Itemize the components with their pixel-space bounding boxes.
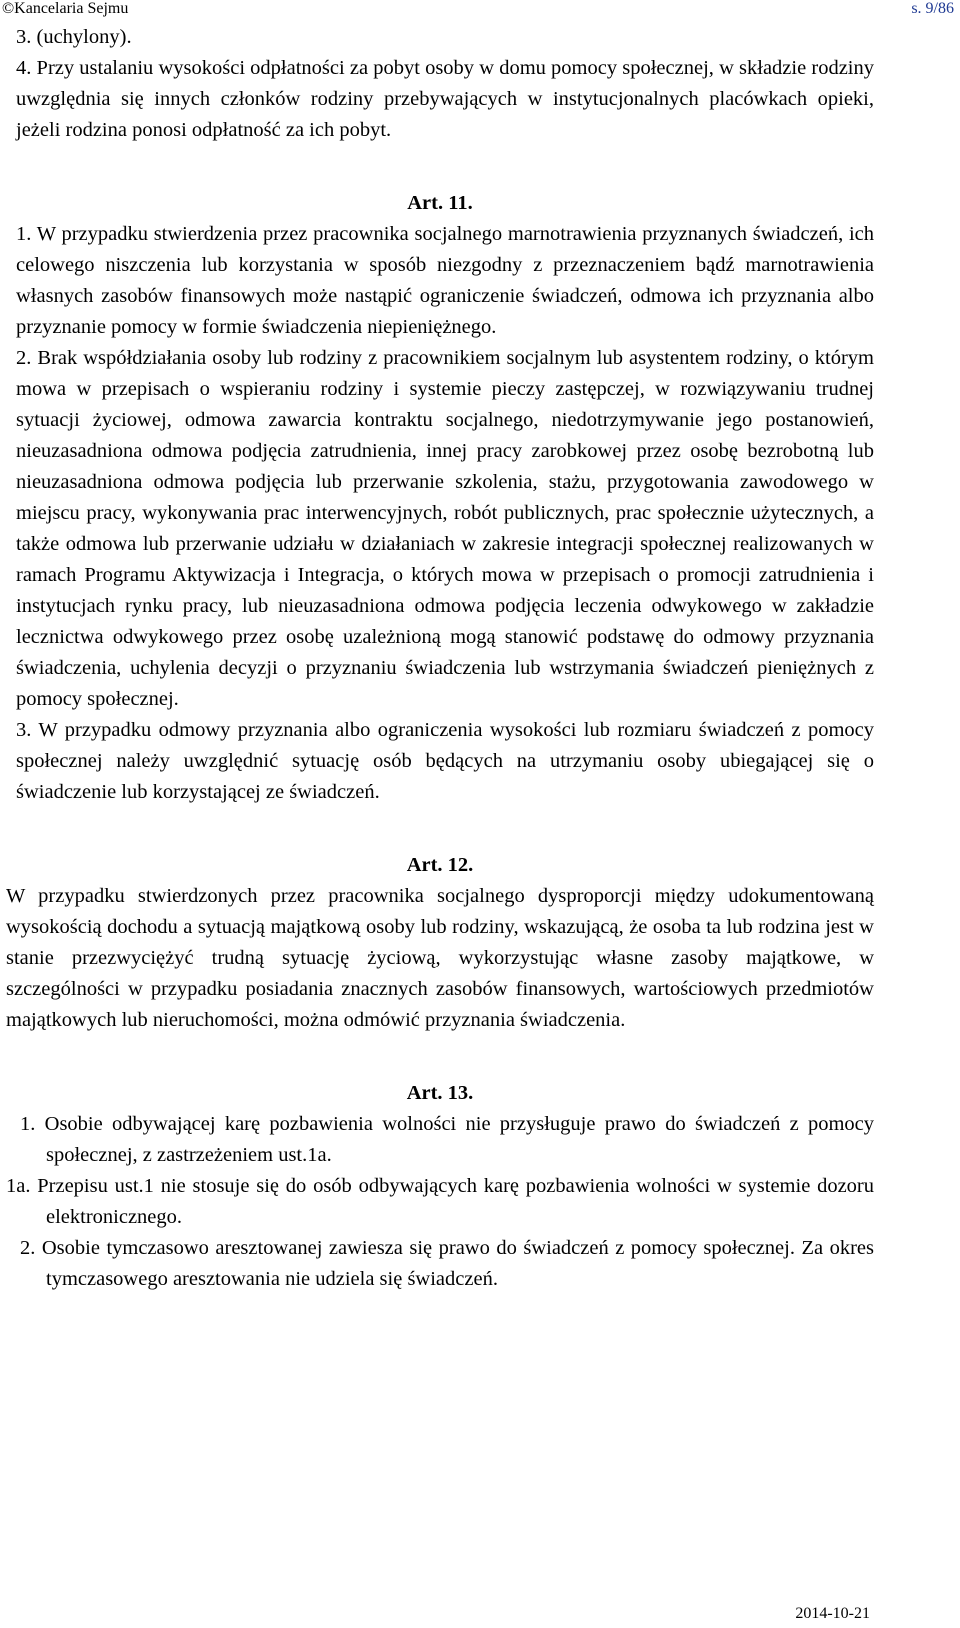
art13-item-2: 2. Osobie tymczasowo aresztowanej zawiesza się prawo do świadczeń z pomocy społecznej. Za okres tymczasowego aresztowania nie udziela się świadczeń. xyxy=(20,1237,874,1290)
article-11-title: Art. 11. xyxy=(407,192,473,214)
art12-text: W przypadku stwierdzonych przez pracownika socjalnego dysproporcji między udokumentowaną wysokością dochodu a sytuacją majątkową osoby lub rodziny, wskazującą, że osoba ta lub rodzina jest w stanie przezwyciężyć trudną sytuację życiową, wykorzystując własne zasoby majątkowe, w szczególności w przypadku posiadania znacznych zasobów finansowych, wartościowych przedmiotów majątkowych lub nieruchomości, można odmówić przyznania świadczenia. xyxy=(6,885,874,1031)
art11-item-1: 1. W przypadku stwierdzenia przez pracownika socjalnego marnotrawienia przyznanych świadczeń, ich celowego niszczenia lub korzystania w sposób niezgodny z przeznaczeniem bądź marnotrawienia własnych zasobów finansowych może nastąpić ograniczenie świadczeń, odmowa ich przyznania albo przyznanie pomocy w formie świadczenia niepieniężnego. xyxy=(16,223,874,338)
page-number: s. 9/86 xyxy=(911,0,954,17)
article-13-title: Art. 13. xyxy=(406,1082,474,1104)
art11-item-2: 2. Brak współdziałania osoby lub rodziny z pracownikiem socjalnym lub asystentem rodziny, o którym mowa w przepisach o wspieraniu rodziny i systemie pieczy zastępczej, w rozwiązywaniu trudnej sytuacji życiowej, odmowa zawarcia kontraktu socjalnego, niedotrzymywanie jego postanowień, nieuzasadniona odmowa podjęcia zatrudnienia, innej pracy zarobkowej przez osobę bezrobotną lub nieuzasadniona odmowa podjęcia lub przerwanie szkolenia, stażu, przygotowania zawodowego w miejscu pracy, wykonywania prac interwencyjnych, robót publicznych, prac społecznie użytecznych, a także odmowa lub przerwanie udziału w działaniach w zakresie integracji społecznej realizowanych w ramach Programu Aktywizacja i Integracja, o których mowa w przepisach o promocji zatrudnienia i instytucjach rynku pracy, lub nieuzasadniona odmowa podjęcia leczenia odwykowego w zakładzie lecznictwa odwykowego przez osobę uzależnioną mogą stanowić podstawę do odmowy przyznania świadczenia, uchylenia decyzji o przyznaniu świadczenia lub wstrzymania świadczeń pieniężnych z pomocy społecznej. xyxy=(16,347,874,710)
art13-item-1: 1. Osobie odbywającej karę pozbawienia wolności nie przysługuje prawo do świadczeń z pomocy społecznej, z zastrzeżeniem ust.1a. xyxy=(20,1113,874,1166)
copyright-notice: ©Kancelaria Sejmu xyxy=(2,0,129,17)
art10-item-3: 3. (uchylony). xyxy=(16,26,132,48)
article-12-title: Art. 12. xyxy=(406,854,474,876)
footer-date: 2014-10-21 xyxy=(795,1605,870,1622)
document-body xyxy=(6,22,874,1295)
page-header xyxy=(0,0,960,18)
art11-item-3: 3. W przypadku odmowy przyznania albo ograniczenia wysokości lub rozmiaru świadczeń z pomocy społecznej należy uwzględnić sytuację osób będących na utrzymaniu osoby ubiegającej się o świadczenie lub korzystającej ze świadczeń. xyxy=(16,719,874,803)
art10-item-4: 4. Przy ustalaniu wysokości odpłatności za pobyt osoby w domu pomocy społecznej, w składzie rodziny uwzględnia się innych członków rodziny przebywających w instytucjonalnych placówkach opieki, jeżeli rodzina ponosi odpłatność za ich pobyt. xyxy=(16,57,874,141)
art13-item-1a: 1a. Przepisu ust.1 nie stosuje się do osób odbywających karę pozbawienia wolności w systemie dozoru elektronicznego. xyxy=(6,1175,874,1228)
